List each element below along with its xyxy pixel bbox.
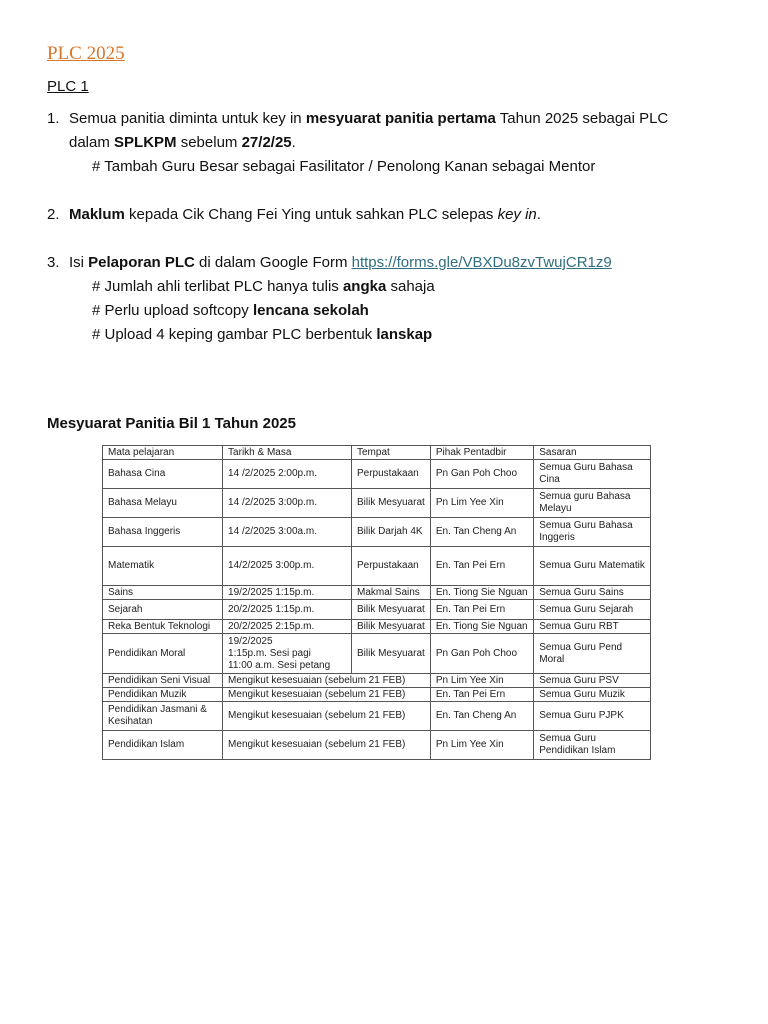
text-run: Isi <box>69 254 89 271</box>
cell-subject: Pendidikan Islam <box>103 731 223 760</box>
cell-admin: En. Tan Pei Ern <box>430 547 533 586</box>
table-row <box>103 634 651 674</box>
table-row <box>103 674 651 688</box>
cell-subject: Pendidikan Seni Visual <box>103 674 223 688</box>
text-bold: Pelaporan PLC <box>88 254 195 271</box>
cell-admin: En. Tiong Sie Nguan <box>430 620 533 634</box>
cell-target: Semua Guru Matematik <box>534 547 651 586</box>
cell-place: Makmal Sains <box>351 586 430 600</box>
cell-target: Semua Guru PSV <box>534 674 651 688</box>
text-run: # Perlu upload softcopy <box>92 302 253 319</box>
cell-admin: En. Tiong Sie Nguan <box>430 586 533 600</box>
cell-subject: Sains <box>103 586 223 600</box>
header-admin: Pihak Pentadbir <box>430 446 533 460</box>
cell-subject: Matematik <box>103 547 223 586</box>
note-line <box>92 275 435 299</box>
cell-target: Semua Guru Pendidikan Islam <box>534 731 651 760</box>
table-row <box>103 688 651 702</box>
cell-place: Bilik Mesyuarat <box>351 600 430 620</box>
header-date: Tarikh & Masa <box>223 446 352 460</box>
cell-subject: Pendidikan Jasmani & Kesihatan <box>103 702 223 731</box>
cell-subject: Bahasa Cina <box>103 460 223 489</box>
table-row <box>103 489 651 518</box>
header-subject: Mata pelajaran <box>103 446 223 460</box>
cell-place: Bilik Mesyuarat <box>351 634 430 674</box>
item-number: 3. <box>47 254 60 271</box>
cell-admin: En. Tan Pei Ern <box>430 600 533 620</box>
cell-date: Mengikut kesesuaian (sebelum 21 FEB) <box>223 702 431 731</box>
cell-subject: Reka Bentuk Teknologi <box>103 620 223 634</box>
cell-subject: Pendidikan Muzik <box>103 688 223 702</box>
text-bold: Maklum <box>69 206 125 223</box>
cell-admin: Pn Gan Poh Choo <box>430 634 533 674</box>
cell-target: Semua Guru Sejarah <box>534 600 651 620</box>
cell-date: Mengikut kesesuaian (sebelum 21 FEB) <box>223 674 431 688</box>
cell-date: 20/2/2025 2:15p.m. <box>223 620 352 634</box>
item-number: 2. <box>47 206 60 223</box>
item-text <box>69 107 739 155</box>
cell-admin: En. Tan Cheng An <box>430 702 533 731</box>
text-bold: 27/2/25 <box>241 134 292 151</box>
cell-admin: Pn Lim Yee Xin <box>430 489 533 518</box>
cell-target: Semua Guru Bahasa Inggeris <box>534 518 651 547</box>
cell-subject: Bahasa Inggeris <box>103 518 223 547</box>
item-text <box>69 251 739 275</box>
text-run: . <box>536 206 541 223</box>
cell-place: Perpustakaan <box>351 547 430 586</box>
table-row <box>103 731 651 760</box>
text-bold: angka <box>342 278 387 295</box>
cell-subject: Bahasa Melayu <box>103 489 223 518</box>
header-place: Tempat <box>351 446 430 460</box>
cell-target: Semua Guru Bahasa Cina <box>534 460 651 489</box>
cell-target: Semua Guru RBT <box>534 620 651 634</box>
cell-admin: Pn Lim Yee Xin <box>430 731 533 760</box>
text-bold: lencana sekolah <box>252 302 369 319</box>
cell-date: 20/2/2025 1:15p.m. <box>223 600 352 620</box>
section-subtitle: PLC 1 <box>47 78 89 95</box>
item-line <box>69 107 739 131</box>
text-run: Tahun 2025 sebagai PLC <box>495 110 669 127</box>
meeting-table-title: Mesyuarat Panitia Bil 1 Tahun 2025 <box>47 415 296 432</box>
meeting-schedule-table <box>102 445 651 760</box>
cell-date: 14 /2/2025 3:00a.m. <box>223 518 352 547</box>
text-run: . <box>291 134 296 151</box>
table-row <box>103 620 651 634</box>
cell-date: Mengikut kesesuaian (sebelum 21 FEB) <box>223 731 431 760</box>
table-row <box>103 586 651 600</box>
text-run: Semua panitia diminta untuk key in <box>69 110 306 127</box>
text-run: # Upload 4 keping gambar PLC berbentuk <box>92 326 377 343</box>
cell-admin: Pn Gan Poh Choo <box>430 460 533 489</box>
cell-target: Semua Guru Pend Moral <box>534 634 651 674</box>
text-bold: lanskap <box>376 326 433 343</box>
item-line <box>69 131 739 155</box>
table-row <box>103 460 651 489</box>
cell-subject: Pendidikan Moral <box>103 634 223 674</box>
cell-date: 14 /2/2025 3:00p.m. <box>223 489 352 518</box>
cell-place: Perpustakaan <box>351 460 430 489</box>
cell-date: 14/2/2025 3:00p.m. <box>223 547 352 586</box>
text-run: di dalam Google Form <box>194 254 352 271</box>
header-target: Sasaran <box>534 446 651 460</box>
cell-target: Semua Guru Muzik <box>534 688 651 702</box>
table-row <box>103 702 651 731</box>
text-run: # Jumlah ahli terlibat PLC hanya tulis <box>92 278 343 295</box>
cell-date: 19/2/2025 1:15p.m. <box>223 586 352 600</box>
table-body <box>103 460 651 760</box>
item-text <box>69 203 739 227</box>
text-run: kepada Cik Chang Fei Ying untuk sahkan PLC selepas <box>124 206 498 223</box>
cell-place: Bilik Darjah 4K <box>351 518 430 547</box>
text-run: sahaja <box>386 278 435 295</box>
cell-admin: En. Tan Cheng An <box>430 518 533 547</box>
page-title: PLC 2025 <box>47 43 125 64</box>
cell-target: Semua Guru PJPK <box>534 702 651 731</box>
cell-place: Bilik Mesyuarat <box>351 620 430 634</box>
cell-date: 19/2/2025 1:15p.m. Sesi pagi 11:00 a.m. Sesi petang <box>223 634 352 674</box>
cell-date: 14 /2/2025 2:00p.m. <box>223 460 352 489</box>
google-form-link[interactable]: https://forms.gle/VBXDu8zvTwujCR1z9 <box>351 254 612 271</box>
text-run: dalam <box>69 134 115 151</box>
table-row <box>103 547 651 586</box>
text-bold: SPLKPM <box>114 134 177 151</box>
cell-subject: Sejarah <box>103 600 223 620</box>
note-line <box>92 299 369 323</box>
cell-place: Bilik Mesyuarat <box>351 489 430 518</box>
note-line: # Tambah Guru Besar sebagai Fasilitator / Penolong Kanan sebagai Mentor <box>92 158 596 175</box>
text-italic: key in <box>497 206 537 223</box>
cell-admin: En. Tan Pei Ern <box>430 688 533 702</box>
text-run: sebelum <box>176 134 242 151</box>
cell-target: Semua guru Bahasa Melayu <box>534 489 651 518</box>
table-row <box>103 600 651 620</box>
table-header-row <box>103 446 651 460</box>
cell-admin: Pn Lim Yee Xin <box>430 674 533 688</box>
note-line <box>92 323 432 347</box>
table-row <box>103 518 651 547</box>
item-number: 1. <box>47 110 60 127</box>
cell-date: Mengikut kesesuaian (sebelum 21 FEB) <box>223 688 431 702</box>
cell-target: Semua Guru Sains <box>534 586 651 600</box>
text-bold: mesyuarat panitia pertama <box>305 110 496 127</box>
